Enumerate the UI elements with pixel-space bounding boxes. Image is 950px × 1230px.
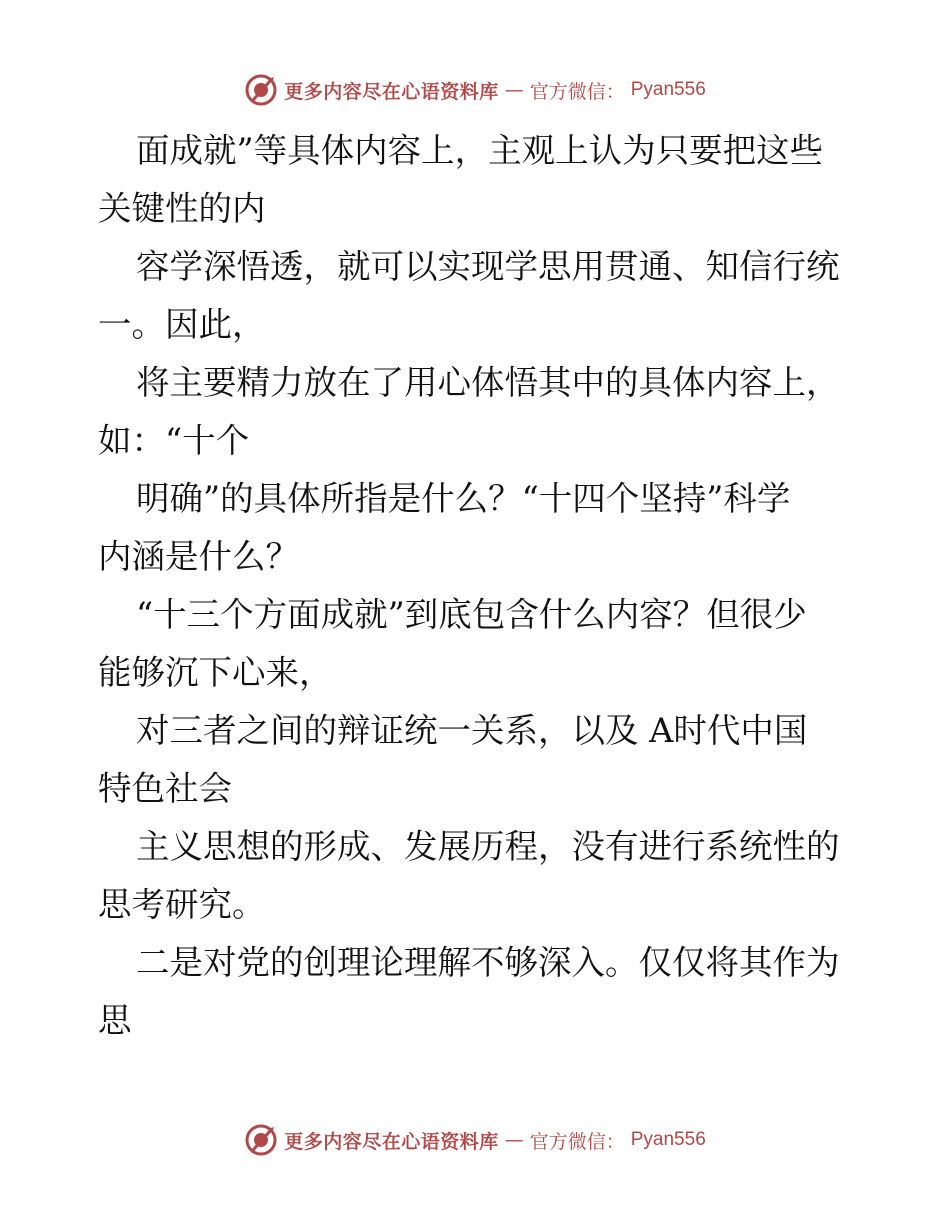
page-header [0, 70, 950, 110]
document-body [98, 122, 868, 1050]
text-line: 二是对党的创理论理解不够深入。仅仅将其作为 [136, 943, 840, 982]
text-line: 特色社会 [98, 769, 232, 808]
footer-wechat-label: 官方微信： [529, 1130, 625, 1153]
footer-brand-text: 更多内容尽在心语资料库 [284, 1130, 499, 1153]
text-line: 思 [98, 1001, 132, 1040]
footer-dash: — [504, 1129, 524, 1151]
page-footer [0, 1120, 950, 1160]
text-line: 将主要精力放在了用心体悟其中的具体内容上， [136, 363, 840, 402]
header-dash: — [504, 79, 524, 101]
text-line: “十三个方面成就”到底包含什么内容？但很少 [136, 595, 807, 634]
text-line: 面成就”等具体内容上，主观上认为只要把这些 [136, 131, 824, 170]
text-line: 容学深悟透，就可以实现学思用贯通、知信行统 [136, 247, 840, 286]
header-brand-text: 更多内容尽在心语资料库 [284, 80, 499, 103]
text-line: 如：“十个 [98, 421, 250, 460]
footer-wechat-id: Pyan556 [630, 1129, 706, 1150]
text-line: 一。因此， [98, 305, 266, 344]
text-line: 能够沉下心来， [98, 653, 333, 692]
text-line: 内涵是什么？ [98, 537, 299, 576]
text-line: 对三者之间的辩证统一关系，以及 A时代中国 [136, 711, 808, 750]
brand-logo-icon [244, 73, 278, 107]
text-line: 主义思想的形成、发展历程，没有进行系统性的 [136, 827, 840, 866]
text-line: 关键性的内 [98, 189, 266, 228]
header-wechat-id: Pyan556 [630, 79, 706, 100]
text-line: 明确”的具体所指是什么？“十四个坚持”科学 [136, 479, 791, 518]
brand-logo-icon [244, 1123, 278, 1157]
header-wechat-label: 官方微信： [529, 80, 625, 103]
text-line: 思考研究。 [98, 885, 266, 924]
